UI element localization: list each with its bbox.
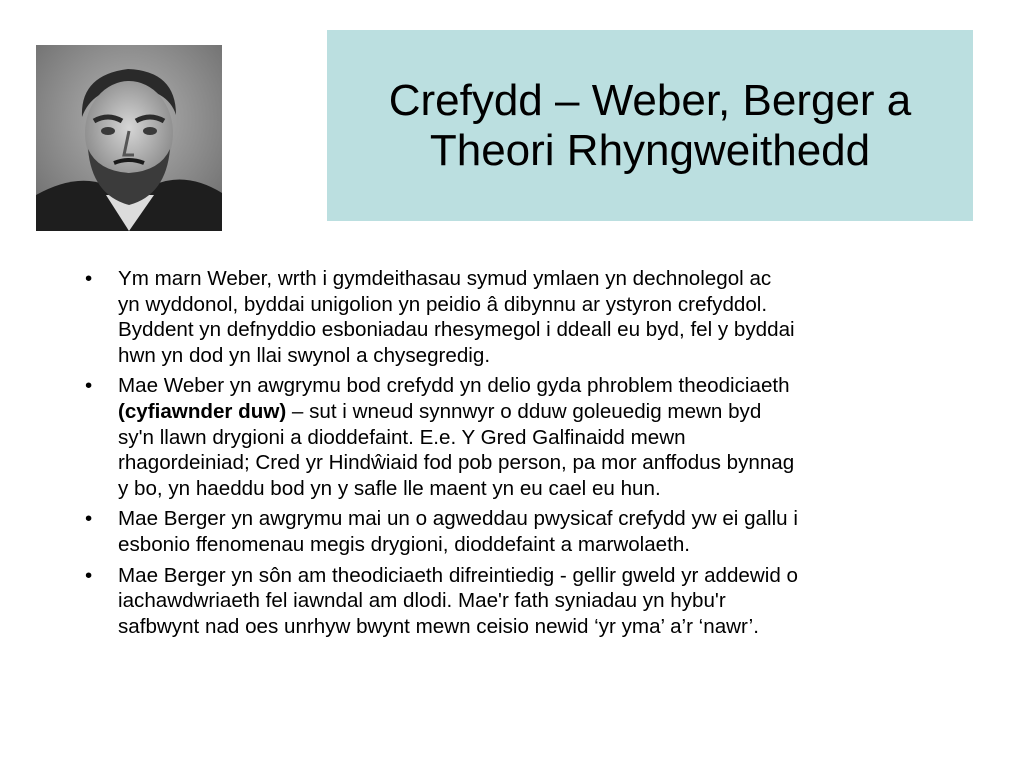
bullet-line: sy'n llawn drygioni a dioddefaint. E.e. Y Gred Galfinaidd mewn [118,425,686,449]
slide-title [369,76,932,176]
bullet-line: Mae Berger yn sôn am theodiciaeth difreintiedig - gellir gweld yr addewid o [118,563,798,587]
bullet-line: iachawdwriaeth fel iawndal am dlodi. Mae'r fath syniadau yn hybu'r [118,589,726,613]
bullet-line: Byddent yn defnyddio esboniadau rhesymegol i ddeall eu byd, fel y byddai [118,318,795,342]
bullet-line: esbonio ffenomenau megis drygioni, dioddefaint a marwolaeth. [118,532,691,556]
bullet-item-2 [76,373,976,501]
bullet-line: rhagordeiniad; Cred yr Hindŵiaid fod pob person, pa mor anffodus bynnag [118,451,795,475]
bullet-list [76,266,976,644]
bullet-icon: • [85,267,93,290]
bullet-icon: • [85,563,93,587]
portrait-image [36,45,222,231]
bullet-text [118,506,976,557]
bullet-text [118,373,976,501]
bullet-icon: • [85,507,93,531]
bullet-line: hwn yn dod yn llai swynol a chysegredig. [118,343,491,367]
bullet-text [118,266,976,368]
bullet-line: y bo, yn haeddu bod yn y safle lle maent yn eu cael eu hun. [118,476,661,500]
title-box [327,30,973,221]
title-line-2: Theori Rhyngweithedd [429,125,871,175]
bullet-line: safbwynt nad oes unrhyw bwynt mewn ceisio newid ‘yr yma’ a’r ‘nawr’. [118,614,759,638]
bullet-icon: • [85,374,93,398]
bullet-text [118,563,976,640]
title-line-1: Crefydd – Weber, Berger a [388,75,912,125]
bullet-line: Mae Weber yn awgrymu bod crefydd yn delio gyda phroblem theodiciaeth [118,374,790,398]
bold-term: (cyfiawnder duw) [118,399,287,423]
portrait-photo-icon [36,45,222,231]
bullet-line [118,399,976,425]
bullet-line: yn wyddonol, byddai unigolion yn peidio â dibynnu ar ystyron crefyddol. [118,292,768,316]
bullet-item-4 [76,563,976,640]
bullet-line: Mae Berger yn awgrymu mai un o agweddau pwysicaf crefydd yw ei gallu i [118,507,798,531]
bullet-line-rest: – sut i wneud synnwyr o dduw goleuedig mewn byd [286,399,762,423]
bullet-line: Ym marn Weber, wrth i gymdeithasau symud ymlaen yn dechnolegol ac [118,267,772,290]
bullet-item-3 [76,506,976,557]
bullet-item-1 [76,266,976,368]
